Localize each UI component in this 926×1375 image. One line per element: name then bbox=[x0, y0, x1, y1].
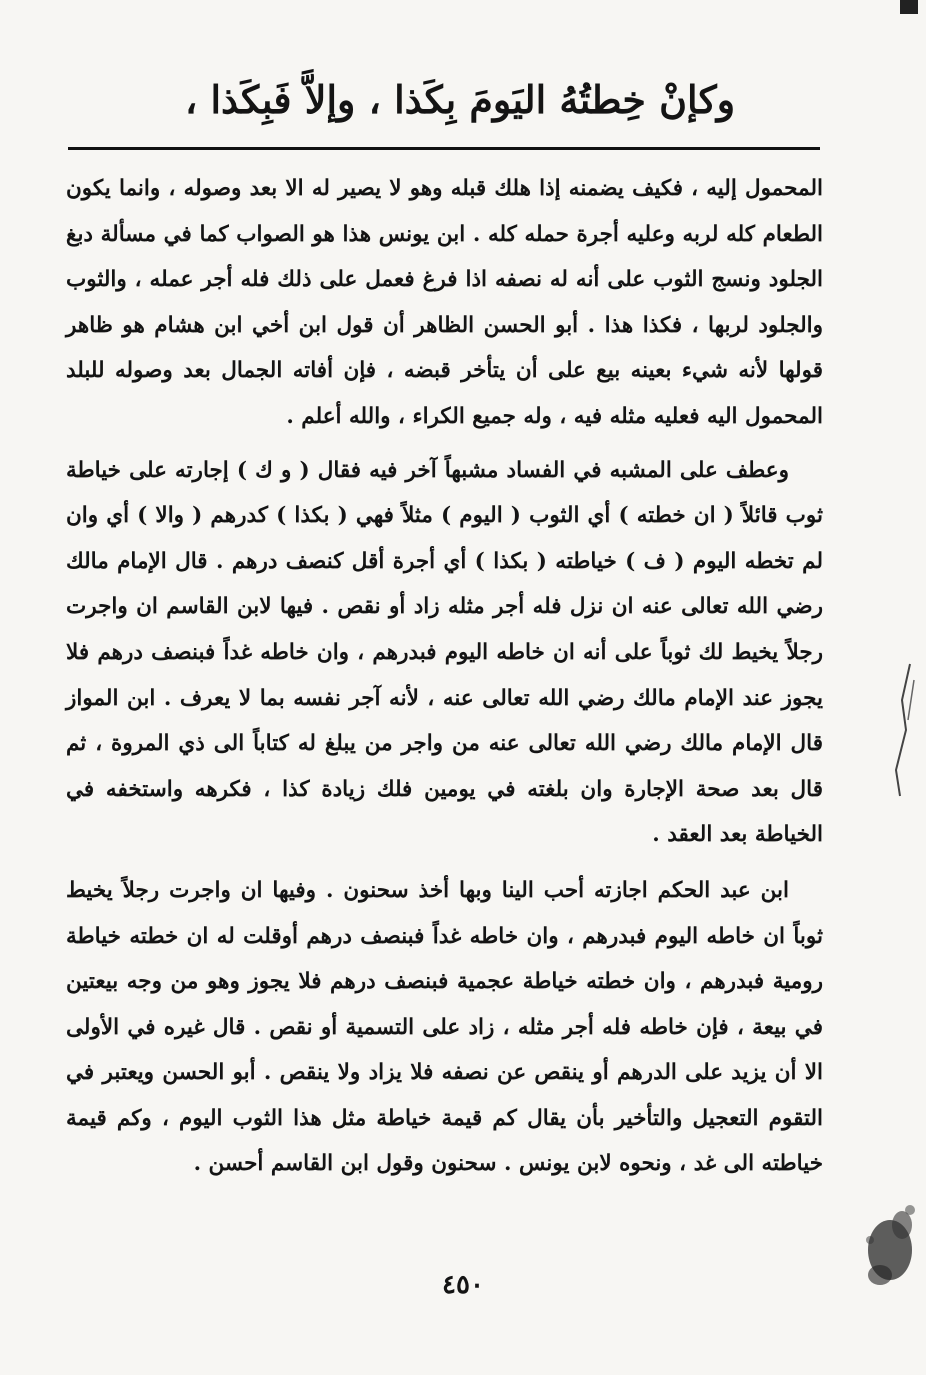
paragraph-3: ابن عبد الحكم اجازته أحب الينا وبها أخذ سحنون . وفيها ان واجرت رجلاً يخيط ثوباً ان خاطه اليوم فبدرهم ، وان خاطه غداً فبنصف درهم أوقلت له ان خطته خياطة رومية فبدرهم ، وان خطته خياطة عجمية فبنصف درهم فلا يجوز وهو من وجه بيعتين في بيعة ، فإن خاطه فله أجر مثله ، زاد على التسمية أو نقص . قال غيره في الأولى الا أن يزيد على الدرهم أو ينقص عن نصفه فلا يزاد ولا ينقص . أبو الحسن ويعتبر في التقوم التعجيل والتأخير بأن يقال كم قيمة خياطة مثل هذا الثوب اليوم ، وكم قيمة خياطته الى غد ، ونحوه لابن يونس . سحنون وقول ابن القاسم أحسن . bbox=[66, 877, 823, 1177]
header-divider bbox=[68, 147, 820, 150]
paragraph-2: وعطف على المشبه في الفساد مشبهاً آخر فيه فقال ( و ك ) إجارته على خياطة ثوب قائلاً ( ان خطته ) أي الثوب ( اليوم ) مثلاً فهي ( بكذا ) كدرهم ( والا ) أي وان لم تخطه اليوم ( ف ) خياطته ( بكذا ) أي أجرة أقل كنصف درهم . قال الإمام مالك رضي الله تعالى عنه ان نزل فله أجر مثله زاد أو نقص . فيها لابن القاسم ان واجرت رجلاً يخيط لك ثوباً على أنه ان خاطه اليوم فبدرهم ، وان خاطه غداً فبنصف درهم فلا يجوز عند الإمام مالك رضي الله تعالى عنه ، لأنه آجر نفسه بما لا يعرف . ابن المواز قال الإمام مالك رضي الله تعالى عنه من واجر من يبلغ له كتاباً الى ذي المروة ، ثم قال بعد صحة الإجارة وان بلغته في يومين فلك زيادة كذا ، فكرهه واستخفه في الخياطة بعد العقد . bbox=[66, 457, 823, 848]
page-number: ٤٥٠ bbox=[442, 1270, 484, 1300]
paragraph-1: المحمول إليه ، فكيف يضمنه إذا هلك قبله وهو لا يصير له الا بعد وصوله ، وانما يكون الطعام كله لربه وعليه أجرة حمله كله . ابن يونس هذا هو الصواب كما في مسألة دبغ الجلود ونسج الثوب على أنه له نصفه اذا فرغ فعمل على ذلك فله أجر عمله ، والثوب والجلود لربها ، فكذا هذا . أبو الحسن الظاهر أن قول ابن أخي ابن هشام هو ظاهر قولها لأنه شيء بعينه بيع على أن يتأخر قبضه ، فإن أفاته الجمال بعد وصوله للبلد المحمول اليه فعليه مثله فيه ، وله جميع الكراء ، والله أعلم . bbox=[66, 176, 823, 429]
corner-ink-mark bbox=[900, 0, 918, 14]
page-header-title: وكإنْ خِطتُهُ اليَومَ بِكَذا ، وإلاَّ فَبِكَذا ، bbox=[184, 77, 736, 122]
margin-ink-blot bbox=[850, 1180, 920, 1300]
main-text-column bbox=[66, 166, 823, 1187]
margin-scratch-mark bbox=[888, 660, 918, 800]
